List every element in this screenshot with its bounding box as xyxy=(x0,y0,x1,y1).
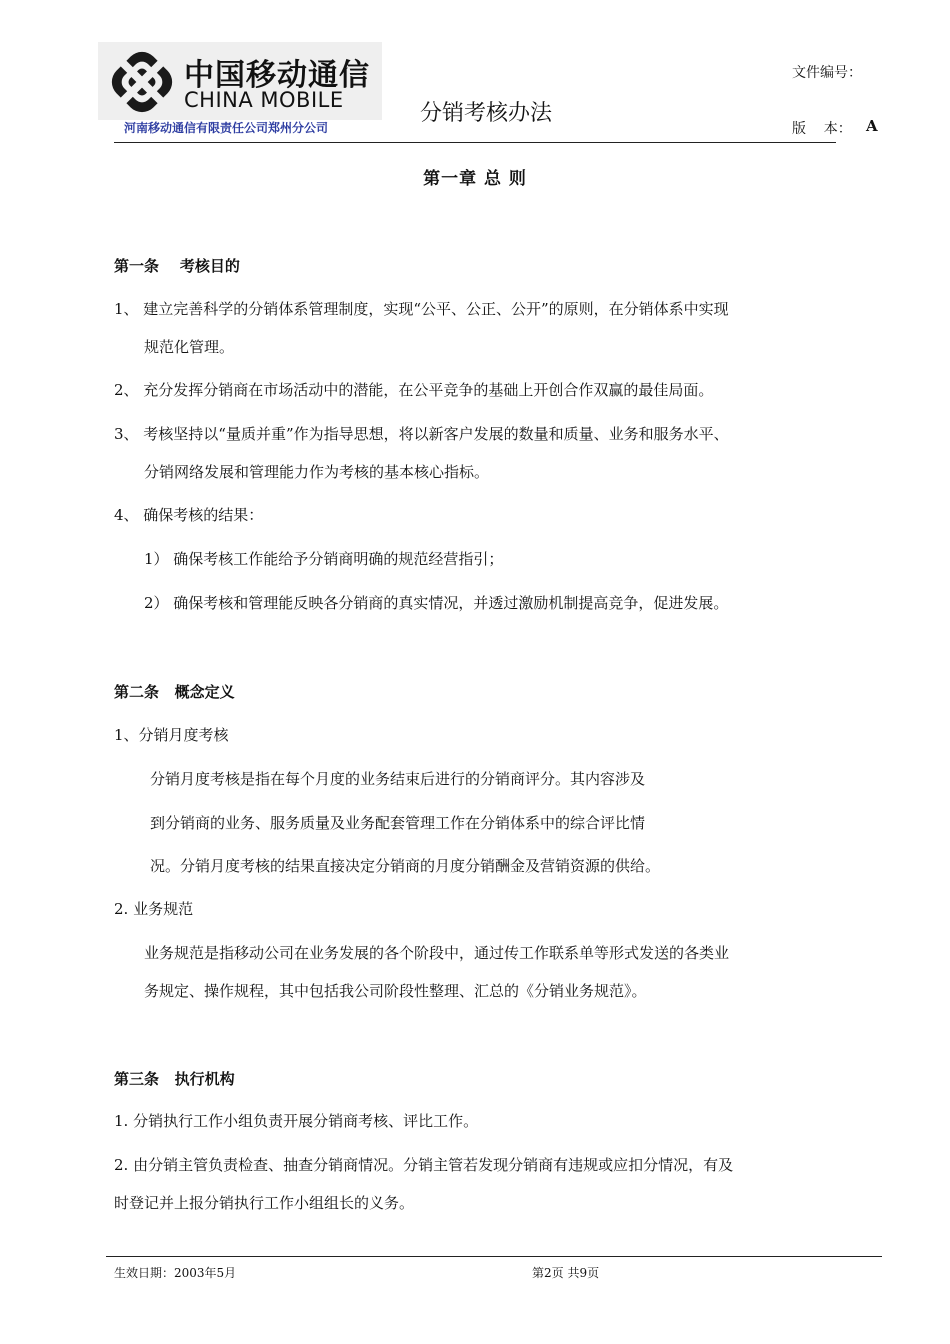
chapter-title: 第一章 总 则 xyxy=(423,169,527,189)
paragraph-line: 分销网络发展和管理能力作为考核的基本核心指标。 xyxy=(144,463,490,481)
paragraph-line: 4、 确保考核的结果： xyxy=(114,506,264,524)
paragraph-line: 1、分销月度考核 xyxy=(114,726,229,744)
paragraph-line: 业务规范是指移动公司在业务发展的各个阶段中，通过传工作联系单等形式发送的各类业 xyxy=(144,944,730,962)
paragraph-line: 2） 确保考核和管理能反映各分销商的真实情况，并透过激励机制提高竞争，促进发展。 xyxy=(144,594,729,612)
paragraph-line: 务规定、操作规程，其中包括我公司阶段性整理、汇总的《分销业务规范》。 xyxy=(144,982,647,1000)
paragraph-line: 1、 建立完善科学的分销体系管理制度，实现“公平、公正、公开”的原则，在分销体系中实现 xyxy=(114,300,729,318)
logo xyxy=(98,42,382,120)
paragraph-line: 1. 分销执行工作小组负责开展分销商考核、评比工作。 xyxy=(114,1112,479,1130)
paragraph-line: 到分销商的业务、服务质量及业务配套管理工作在分销体系中的综合评比情 xyxy=(150,814,646,832)
footer-divider xyxy=(106,1256,882,1257)
section-heading: 第三条 执行机构 xyxy=(114,1070,235,1088)
paragraph-line: 2. 业务规范 xyxy=(114,900,194,918)
company-name: 河南移动通信有限责任公司郑州分公司 xyxy=(124,121,329,135)
version-label: 版 本： xyxy=(792,121,852,137)
paragraph-line: 2、 充分发挥分销商在市场活动中的潜能，在公平竞争的基础上开创合作双赢的最佳局面。 xyxy=(114,381,714,399)
paragraph-line: 时登记并上报分销执行工作小组组长的义务。 xyxy=(114,1194,415,1212)
paragraph-line: 3、 考核坚持以“量质并重”作为指导思想，将以新客户发展的数量和质量、业务和服务水平、 xyxy=(114,425,729,443)
page-number: 第2页 共9页 xyxy=(532,1266,600,1280)
document-number-label: 文件编号： xyxy=(792,65,862,81)
paragraph-line: 规范化管理。 xyxy=(144,338,235,356)
section-heading: 第一条 考核目的 xyxy=(114,257,240,275)
version-value: A xyxy=(866,117,878,135)
china-mobile-logo-icon xyxy=(106,46,178,118)
logo-english-text: CHINA MOBILE xyxy=(184,88,344,112)
paragraph-line: 分销月度考核是指在每个月度的业务结束后进行的分销商评分。其内容涉及 xyxy=(150,770,646,788)
section-heading: 第二条 概念定义 xyxy=(114,683,235,701)
paragraph-line: 况。分销月度考核的结果直接决定分销商的月度分销酬金及营销资源的供给。 xyxy=(150,857,661,875)
logo-chinese-text: 中国移动通信 xyxy=(184,58,370,93)
paragraph-line: 1） 确保考核工作能给予分销商明确的规范经营指引； xyxy=(144,550,504,568)
effective-date: 生效日期：2003年5月 xyxy=(114,1266,237,1280)
paragraph-line: 2. 由分销主管负责检查、抽查分销商情况。分销主管若发现分销商有违规或应扣分情况，有及 xyxy=(114,1156,734,1174)
document-title: 分销考核办法 xyxy=(420,101,553,126)
header-divider xyxy=(114,142,836,143)
